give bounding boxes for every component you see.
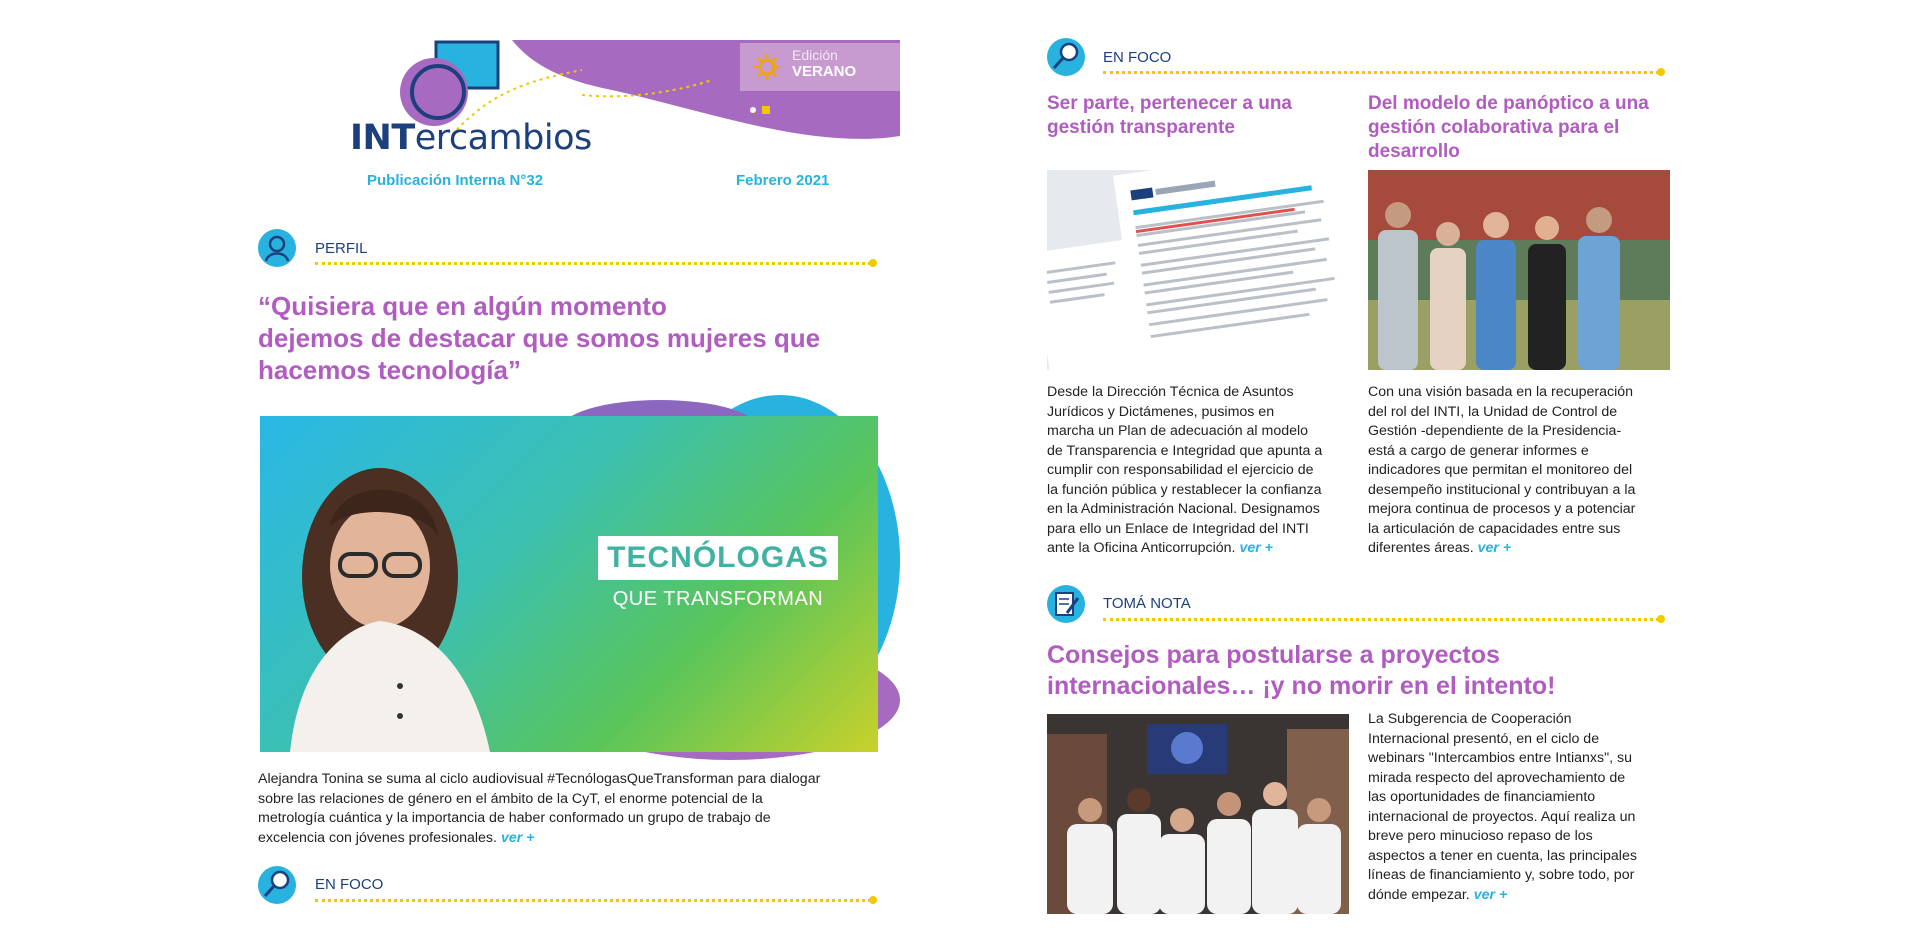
magnifier-icon — [258, 866, 296, 904]
ver-mas-link[interactable]: ver + — [1477, 540, 1512, 556]
profile-headline[interactable] — [258, 290, 878, 386]
article-body-panoptico — [1368, 383, 1678, 559]
headline-line: “Quisiera que en algún momento — [258, 291, 667, 321]
body-line: diferentes áreas. — [1368, 540, 1474, 556]
body-line: La Subgerencia de Cooperación — [1368, 711, 1572, 727]
body-line: está a cargo de generar informes e — [1368, 442, 1589, 459]
section-divider — [1103, 71, 1659, 74]
headline-line: dejemos de destacar que somos mujeres que — [258, 323, 821, 353]
title-line: gestión transparente — [1047, 117, 1235, 138]
logo-prefix: INT — [350, 118, 415, 158]
body-line: internacional de proyectos. Aquí realiza un — [1368, 808, 1636, 825]
body-line: excelencia con jóvenes profesionales. — [258, 829, 497, 846]
edition-badge — [740, 43, 900, 91]
body-line: Internacional presentó, en el ciclo de — [1368, 730, 1600, 747]
title-line: Consejos para postularse a proyectos — [1047, 641, 1500, 669]
section-divider — [1103, 618, 1659, 621]
body-line: dónde empezar. — [1368, 886, 1470, 903]
publication-number: Publicación Interna N°32 — [367, 172, 544, 189]
body-line: Con una visión basada en la recuperación — [1368, 384, 1634, 400]
section-label-en-foco: EN FOCO — [315, 876, 384, 893]
section-label-toma-nota: TOMÁ NOTA — [1103, 595, 1191, 612]
person-icon — [258, 229, 296, 267]
sun-icon — [753, 53, 781, 81]
team-photo[interactable] — [1368, 170, 1670, 370]
title-line: gestión colaborativa para el — [1368, 117, 1620, 138]
section-divider — [315, 262, 871, 265]
body-line: Gestión -dependiente de la Presidencia- — [1368, 423, 1622, 439]
page-dot — [750, 107, 756, 113]
body-line: metrología cuántica y la importancia de haber conformado un grupo de trabajo de — [258, 810, 771, 826]
article-body-consejos — [1368, 710, 1686, 905]
magnifier-icon — [1047, 38, 1085, 76]
title-line: Ser parte, pertenecer a una — [1047, 93, 1292, 114]
speech-bubbles-icon — [396, 40, 506, 130]
ver-mas-link[interactable]: ver + — [1239, 540, 1273, 556]
body-line: webinars "Intercambios entre Intianxs", su — [1368, 750, 1632, 766]
article-title-panoptico[interactable] — [1368, 92, 1678, 164]
portrait-photo — [260, 416, 878, 752]
headline-line: hacemos tecnología” — [258, 355, 521, 385]
body-line: Alejandra Tonina se suma al ciclo audiovisual #TecnólogasQueTransforman para dialogar — [258, 771, 821, 787]
notepad-pencil-icon — [1047, 585, 1085, 623]
ver-mas-link[interactable]: ver + — [500, 829, 535, 846]
body-line: aspectos a tener en cuenta, las principales — [1368, 847, 1637, 864]
title-line: Del modelo de panóptico a una — [1368, 93, 1649, 114]
article-title-consejos[interactable] — [1047, 640, 1687, 702]
title-line: internacionales… ¡y no morir en el intento! — [1047, 672, 1556, 700]
divider-end-dot — [1657, 615, 1665, 623]
body-line: mejora continua de procesos y a potenciar — [1368, 501, 1636, 517]
body-line: cumplir con responsabilidad el ejercicio de — [1047, 462, 1314, 478]
ver-mas-link[interactable]: ver + — [1473, 886, 1508, 903]
body-line: marcha un Plan de adecuación al modelo — [1047, 423, 1309, 439]
section-label-perfil: PERFIL — [315, 240, 368, 257]
body-line: para ello un Enlace de Integridad del INTI — [1047, 520, 1309, 537]
document-image[interactable] — [1047, 170, 1349, 370]
body-line: en la Administración Nacional. Designamos — [1047, 501, 1320, 517]
body-line: la función pública y restablecer la confianza — [1047, 481, 1322, 498]
body-line: indicadores que permitan el monitoreo del — [1368, 462, 1633, 478]
intercambios-logo — [350, 118, 592, 158]
body-line: Desde la Dirección Técnica de Asuntos — [1047, 384, 1294, 400]
hero-subtitle: QUE TRANSFORMAN — [612, 588, 824, 610]
article-title-transparencia[interactable] — [1047, 92, 1357, 140]
body-line: la articulación de capacidades entre sus — [1368, 520, 1621, 537]
edition-season: VERANO — [792, 63, 857, 80]
edition-label: Edición — [792, 47, 838, 63]
logo-suffix: ercambios — [414, 118, 592, 158]
hero-title: TECNÓLOGAS — [607, 541, 829, 574]
divider-end-dot — [869, 896, 877, 904]
body-line: ante la Oficina Anticorrupción. — [1047, 540, 1236, 556]
hero-image[interactable] — [260, 416, 878, 752]
divider-end-dot — [869, 259, 877, 267]
section-label-en-foco: EN FOCO — [1103, 49, 1172, 66]
body-line: sobre las relaciones de género en el ámbito de la CyT, el enorme potencial de la — [258, 790, 763, 807]
publication-date: Febrero 2021 — [736, 172, 830, 189]
article-body-transparencia — [1047, 383, 1365, 559]
body-line: líneas de financiamiento y, sobre todo, por — [1368, 867, 1635, 883]
lab-team-photo[interactable] — [1047, 714, 1349, 914]
body-line: Jurídicos y Dictámenes, pusimos en — [1047, 403, 1275, 420]
body-line: las oportunidades de financiamiento — [1368, 789, 1596, 805]
profile-body — [258, 770, 888, 848]
body-line: mirada respecto del aprovechamiento de — [1368, 769, 1626, 786]
body-line: breve pero minucioso repaso de los — [1368, 828, 1593, 844]
body-line: desempeño institucional y contribuyan a la — [1368, 481, 1636, 498]
divider-end-dot — [1657, 68, 1665, 76]
section-divider — [315, 899, 871, 902]
title-line: desarrollo — [1368, 141, 1460, 162]
hero-title-box — [598, 536, 838, 580]
page-dot-active — [762, 106, 770, 114]
body-line: del rol del INTI, la Unidad de Control de — [1368, 403, 1618, 420]
body-line: de Transparencia e Integridad que apunta a — [1047, 442, 1323, 459]
